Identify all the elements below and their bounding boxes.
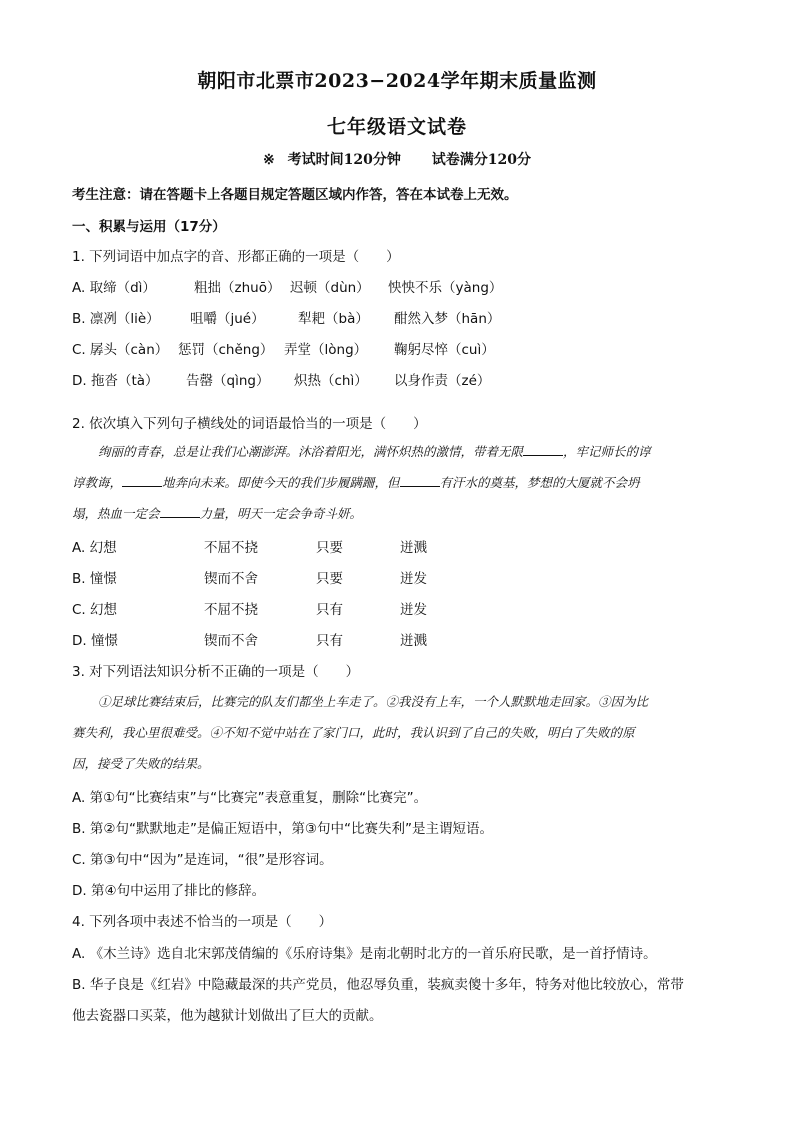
question-2-stem: 2. 依次填入下列句子横线处的词语最恰当的一项是（ ）: [72, 416, 427, 432]
q3-option-a[interactable]: A. 第①句“比赛结束”与“比赛完”表意重复，删除“比赛完”。: [72, 790, 428, 806]
exam-score: 试卷满分120分: [431, 152, 531, 168]
reference-mark-icon: ※: [263, 152, 275, 168]
q3-passage-line-2: 赛失利，我心里很难受。④不知不觉中站在了家门口，此时，我认识到了自己的失败，明白了失败的原: [72, 725, 635, 740]
blank-1[interactable]: [523, 443, 563, 456]
q2-option-b[interactable]: B. 憧憬 锲而不舍 只要 迸发: [72, 571, 427, 587]
q2-option-c[interactable]: C. 幻想 不屈不挠 只有 迸发: [72, 602, 427, 618]
q2-passage-line-1: 绚丽的青春，总是让我们心潮澎湃。沐浴着阳光，满怀炽热的激情，带着无限 ，牢记师长的谆: [98, 444, 651, 459]
exam-info: [0, 149, 794, 169]
question-4-stem: 4. 下列各项中表述不恰当的一项是（ ）: [72, 914, 333, 930]
question-1-stem: 1. 下列词语中加点字的音、形都正确的一项是（ ）: [72, 249, 400, 265]
exam-title: 朝阳市北票市2023−2024学年期末质量监测: [197, 70, 597, 92]
blank-2[interactable]: [122, 474, 162, 487]
exam-notice: 考生注意：请在答题卡上各题目规定答题区域内作答，答在本试卷上无效。: [72, 187, 518, 203]
q2-option-d[interactable]: D. 憧憬 锲而不舍 只有 迸溅: [72, 633, 427, 649]
exam-subtitle: 七年级语文试卷: [326, 116, 467, 138]
q2-passage-line-2: 谆教诲， 地奔向未来。即使今天的我们步履蹒跚，但 有汗水的奠基，梦想的大厦就不会坍: [72, 475, 640, 490]
q1-option-a[interactable]: A. 取缔（dì） 粗拙（zhuō） 迟顿（dùn） 怏怏不乐（yàng）: [72, 280, 503, 296]
q3-option-b[interactable]: B. 第②句“默默地走”是偏正短语中，第③句中“比赛失利”是主谓短语。: [72, 821, 494, 837]
q2-option-a[interactable]: A. 幻想 不屈不挠 只要 迸溅: [72, 540, 427, 556]
blank-4[interactable]: [160, 505, 200, 518]
q3-passage-line-3: 因，接受了失败的结果。: [72, 756, 210, 771]
q3-passage-line-1: ①足球比赛结束后，比赛完的队友们都坐上车走了。②我没有上车，一个人默默地走回家。③因为比: [98, 694, 649, 709]
q4-option-a[interactable]: A. 《木兰诗》选自北宋郭茂倩编的《乐府诗集》是南北朝时北方的一首乐府民歌，是一首抒情诗。: [72, 946, 657, 962]
q1-option-d[interactable]: D. 拖沓（tà） 告罄（qìng） 炽热（chì） 以身作责（zé）: [72, 373, 491, 389]
exam-time: 考试时间120分钟: [287, 152, 401, 168]
question-3-stem: 3. 对下列语法知识分析不正确的一项是（ ）: [72, 664, 360, 680]
section-heading: 一、积累与运用（17分）: [72, 219, 226, 235]
q1-option-b[interactable]: B. 凛冽（liè） 咀嚼（jué） 犁耙（bà） 酣然入梦（hān）: [72, 311, 501, 327]
q1-option-c[interactable]: C. 孱头（càn） 惩罚（chěng） 弄堂（lòng） 鞠躬尽悴（cuì）: [72, 342, 495, 358]
q2-passage-line-3: 塌，热血一定会 力量，明天一定会争奇斗妍。: [72, 506, 363, 521]
q3-option-c[interactable]: C. 第③句中“因为”是连词，“很”是形容词。: [72, 852, 333, 868]
q3-option-d[interactable]: D. 第④句中运用了排比的修辞。: [72, 883, 266, 899]
q4-option-b[interactable]: B. 华子良是《红岩》中隐藏最深的共产党员，他忍辱负重，装疯卖傻十多年，特务对他比较放心，常带: [72, 977, 684, 993]
blank-3[interactable]: [400, 474, 440, 487]
q4-option-b-continued: 他去瓷器口买菜，他为越狱计划做出了巨大的贡献。: [72, 1008, 383, 1024]
